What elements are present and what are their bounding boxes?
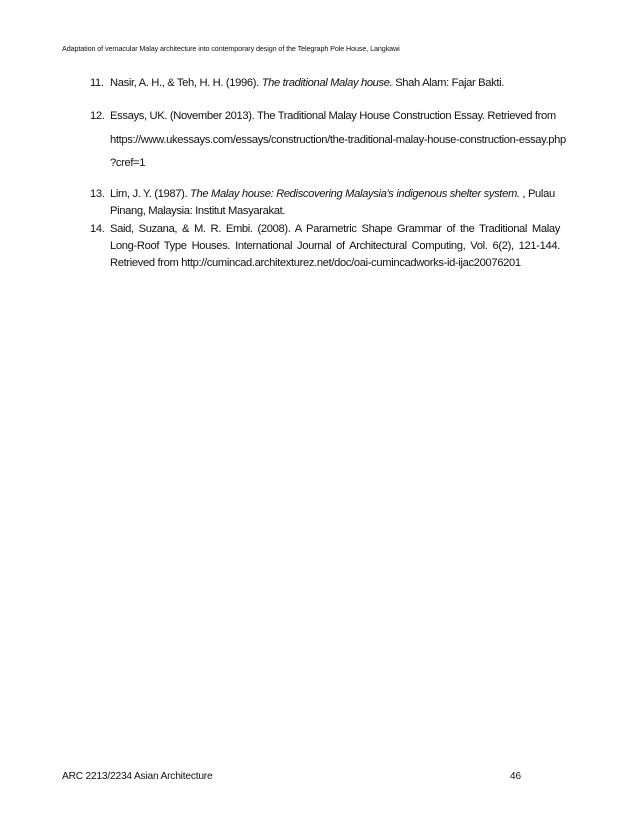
reference-authors: Lim, J. Y. (1987). — [110, 188, 190, 200]
reference-url-line[interactable]: https://www.ukessays.com/essays/construction/the-traditional-malay-house-construction-essay.php — [110, 134, 566, 146]
page-number: 46 — [510, 771, 522, 782]
reference-title: The Malay house: Rediscovering Malaysia's indigenous shelter system. — [190, 188, 520, 200]
reference-text-line-2: Pinang, Malaysia: Institut Masyarakat. — [110, 205, 286, 217]
reference-number: 11. — [90, 77, 104, 89]
reference-publisher: Shah Alam: Fajar Bakti. — [392, 77, 505, 89]
reference-text-line-2: Long-Roof Type Houses. International Journal of Architectural Computing, Vol. 6(2), 121-144. — [110, 240, 560, 252]
reference-url-line-cont[interactable]: ?cref=1 — [110, 157, 146, 169]
reference-url-line[interactable]: Retrieved from http://cumincad.architexturez.net/doc/oai-cumincadworks-id-ijac20076201 — [110, 257, 521, 269]
reference-text-line-1: Said, Suzana, & M. R. Embi. (2008). A Parametric Shape Grammar of the Traditional Malay — [110, 223, 560, 235]
reference-number: 12. — [90, 110, 105, 122]
reference-place: , Pulau — [519, 188, 555, 200]
footer-course: ARC 2213/2234 Asian Architecture — [62, 771, 213, 782]
reference-number: 13. — [90, 188, 105, 200]
reference-text — [110, 77, 504, 89]
reference-title: The traditional Malay house. — [261, 77, 393, 89]
reference-authors: Nasir, A. H., & Teh, H. H. (1996). — [110, 77, 262, 89]
reference-text-line-1 — [110, 188, 555, 200]
reference-text-line-1: Essays, UK. (November 2013). The Traditional Malay House Construction Essay. Retrieved from — [110, 110, 556, 122]
reference-number: 14. — [90, 223, 105, 235]
running-header: Adaptation of vernacular Malay architecture into contemporary design of the Telegraph Pole House, Langkawi — [62, 44, 400, 53]
